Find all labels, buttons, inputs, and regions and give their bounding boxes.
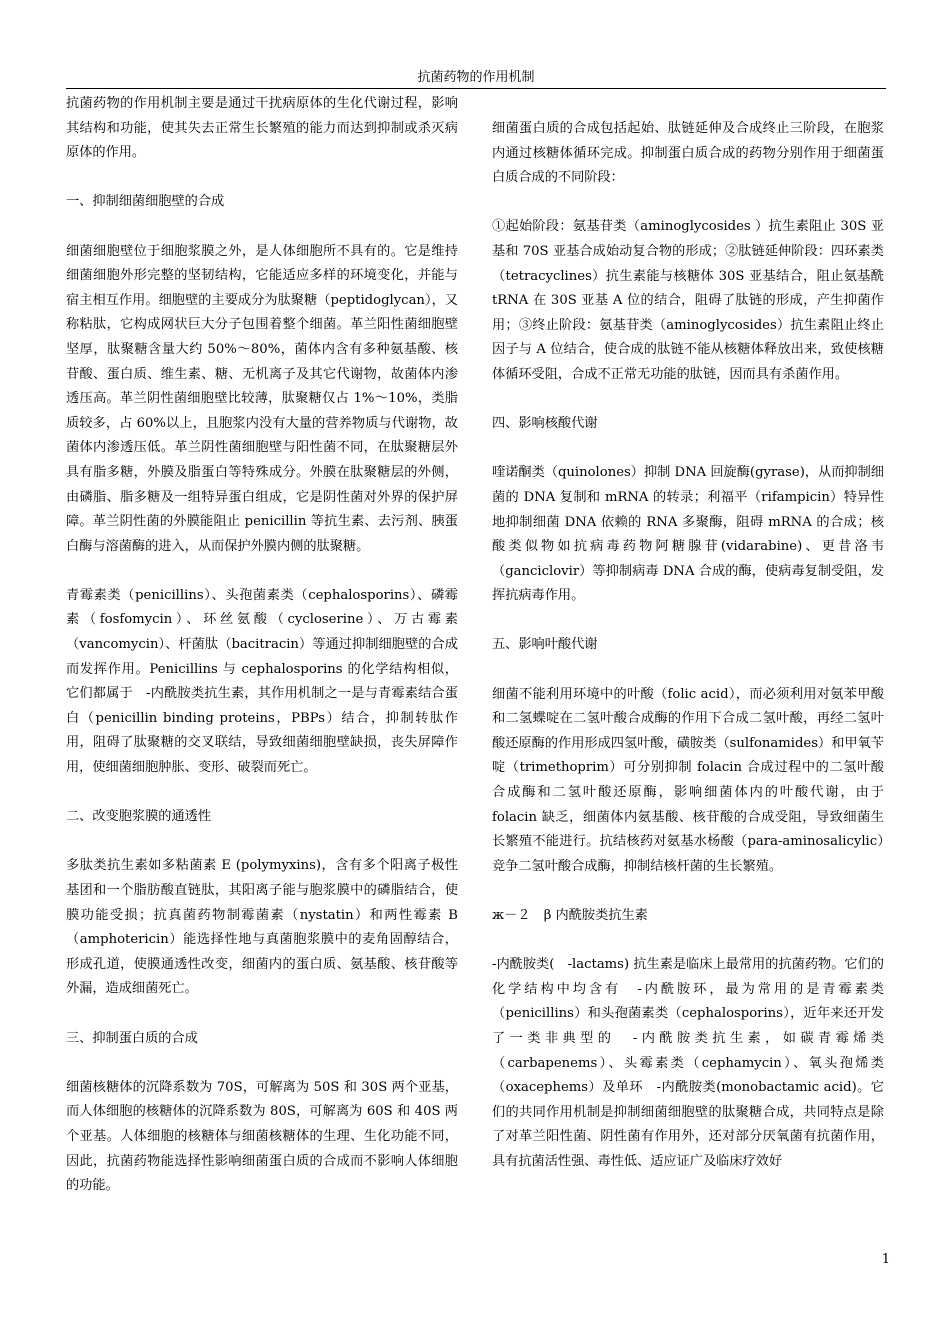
- section-1-paragraph-1: 细菌细胞壁位于细胞浆膜之外，是人体细胞所不具有的。它是维持细菌细胞外形完整的坚韧结构，它能适应多样的环境变化，并能与宿主相互作用。细胞壁的主要成分为肽聚糖（peptidoglycan），又称粘肽，它构成网状巨大分子包围着整个细菌。革兰阳性菌细胞壁坚厚，肽聚糖含量大约 50%～80%，菌体内含有多种氨基酸、核苷酸、蛋白质、维生素、糖、无机离子及其它代谢物，故菌体内渗透压高。革兰阴性菌细胞壁比较薄，肽聚糖仅占 1%～10%，类脂质较多，占 60%以上，且胞浆内没有大量的营养物质与代谢物，故菌体内渗透压低。革兰阴性菌细胞壁与阳性菌不同，在肽聚糖层外具有脂多糖，外膜及脂蛋白等特殊成分。外膜在肽聚糖层的外侧，由磷脂、脂多糖及一组特异蛋白组成，它是阴性菌对外界的保护屏障。革兰阴性菌的外膜能阻止 penicillin 等抗生素、去污剂、胰蛋白酶与溶菌酶的进入，从而保护外膜内侧的肽聚糖。: [66, 243, 458, 554]
- left-column: [66, 92, 458, 1199]
- right-column: [492, 117, 884, 1175]
- chapter-2-heading: ж－２ β 内酰胺类抗生素: [492, 908, 648, 923]
- chapter-2-paragraph-1: -内酰胺类( -lactams) 抗生素是临床上最常用的抗菌药物。它们的化学结构中均含有 -内酰胺环，最为常用的是青霉素类（penicillins）和头孢菌素类（cephalosporins），近年来还开发了一类非典型的 -内酰胺类抗生素，如碳青霉烯类（carbapenems）、头霉素类（cephamycin）、氧头孢烯类（oxacephems）及单环 -内酰胺类(monobactamic acid)。它们的共同作用机制是抑制细菌细胞壁的肽聚糖合成，共同特点是除了对革兰阳性菌、阴性菌有作用外，还对部分厌氧菌有抗菌作用，具有抗菌活性强、毒性低、适应证广及临床疗效好: [492, 957, 884, 1169]
- intro-paragraph: 抗菌药物的作用机制主要是通过干扰病原体的生化代谢过程，影响其结构和功能，使其失去正常生长繁殖的能力而达到抑制或杀灭病原体的作用。: [66, 96, 458, 161]
- section-5-paragraph-1: 细菌不能利用环境中的叶酸（folic acid），而必须利用对氨苯甲酸和二氢蝶啶在二氢叶酸合成酶的作用下合成二氢叶酸，再经二氢叶酸还原酶的作用形成四氢叶酸，磺胺类（sulfonamides）和甲氧苄啶（trimethoprim）可分别抑制 folacin 合成过程中的二氢叶酸合成酶和二氢叶酸还原酶，影响细菌体内的叶酸代谢，由于 folacin 缺乏，细菌体内氨基酸、核苷酸的合成受阻，导致细菌生长繁殖不能进行。抗结核药对氨基水杨酸（para-aminosalicylic）竞争二氢叶酸合成酶，抑制结核杆菌的生长繁殖。: [492, 686, 884, 874]
- page-number: 1: [881, 1252, 890, 1267]
- section-2-heading: 二、改变胞浆膜的通透性: [66, 809, 212, 825]
- section-1-heading: 一、抑制细菌细胞壁的合成: [66, 194, 225, 210]
- section-5-heading: 五、影响叶酸代谢: [492, 637, 598, 653]
- section-1-paragraph-2: 青霉素类（penicillins）、头孢菌素类（cephalosporins）、磷霉素（fosfomycin）、环丝氨酸（cycloserine）、万古霉素（vancomycin）、杆菌肽（bacitracin）等通过抑制细胞壁的合成而发挥作用。Penicillins 与 cephalosporins 的化学结构相似，它们都属于 -内酰胺类抗生素，其作用机制之一是与青霉素结合蛋白（penicillin binding proteins，PBPs）结合，抑制转肽作用，阻碍了肽聚糖的交叉联结，导致细菌细胞壁缺损，丧失屏障作用，使细菌细胞肿胀、变形、破裂而死亡。: [66, 587, 458, 776]
- section-3-paragraph-1: 细菌核糖体的沉降系数为 70S，可解离为 50S 和 30S 两个亚基，而人体细胞的核糖体的沉降系数为 80S，可解离为 60S 和 40S 两个亚基。人体细胞的核糖体与细菌核糖体的生理、生化功能不同，因此，抗菌药物能选择性影响细菌蛋白质的合成而不影响人体细胞的功能。: [66, 1079, 458, 1194]
- section-4-heading: 四、影响核酸代谢: [492, 416, 598, 432]
- page-title: 抗菌药物的作用机制: [417, 70, 535, 85]
- page-header: [66, 68, 886, 89]
- section-3-paragraph-3: ①起始阶段：氨基苷类（aminoglycosides ）抗生素阻止 30S 亚基和 70S 亚基合成始动复合物的形成；②肽链延伸阶段：四环素类（tetracyclines）抗生素能与核糖体 30S 亚基结合，阻止氨基酰 tRNA 在 30S 亚基 A 位的结合，阻碍了肽链的形成，产生抑菌作用；③终止阶段：氨基苷类（aminoglycosides）抗生素阻止终止因子与 A 位结合，使合成的肽链不能从核糖体释放出来，致使核糖体循环受阻，合成不正常无功能的肽链，因而具有杀菌作用。: [492, 219, 884, 382]
- section-2-paragraph-1: 多肽类抗生素如多粘菌素 E (polymyxins)，含有多个阳离子极性基团和一个脂肪酸直链肽，其阳离子能与胞浆膜中的磷脂结合，使膜功能受损；抗真菌药物制霉菌素（nystatin）和两性霉素 B（amphotericin）能选择性地与真菌胞浆膜中的麦角固醇结合，形成孔道，使膜通透性改变，细菌内的蛋白质、氨基酸、核苷酸等外漏，造成细菌死亡。: [66, 858, 458, 997]
- section-3-paragraph-2: 细菌蛋白质的合成包括起始、肽链延伸及合成终止三阶段，在胞浆内通过核糖体循环完成。抑制蛋白质合成的药物分别作用于细菌蛋白质合成的不同阶段：: [492, 121, 884, 186]
- section-3-heading: 三、抑制蛋白质的合成: [66, 1030, 198, 1046]
- section-4-paragraph-1: 喹诺酮类（quinolones）抑制 DNA 回旋酶(gyrase)，从而抑制细菌的 DNA 复制和 mRNA 的转录；利福平（rifampicin）特异性地抑制细菌 DNA 依赖的 RNA 多聚酶，阻碍 mRNA 的合成；核酸类似物如抗病毒药物阿糖腺苷(vidarabine)、更昔洛韦（ganciclovir）等抑制病毒 DNA 合成的酶，使病毒复制受阻，发挥抗病毒作用。: [492, 465, 884, 604]
